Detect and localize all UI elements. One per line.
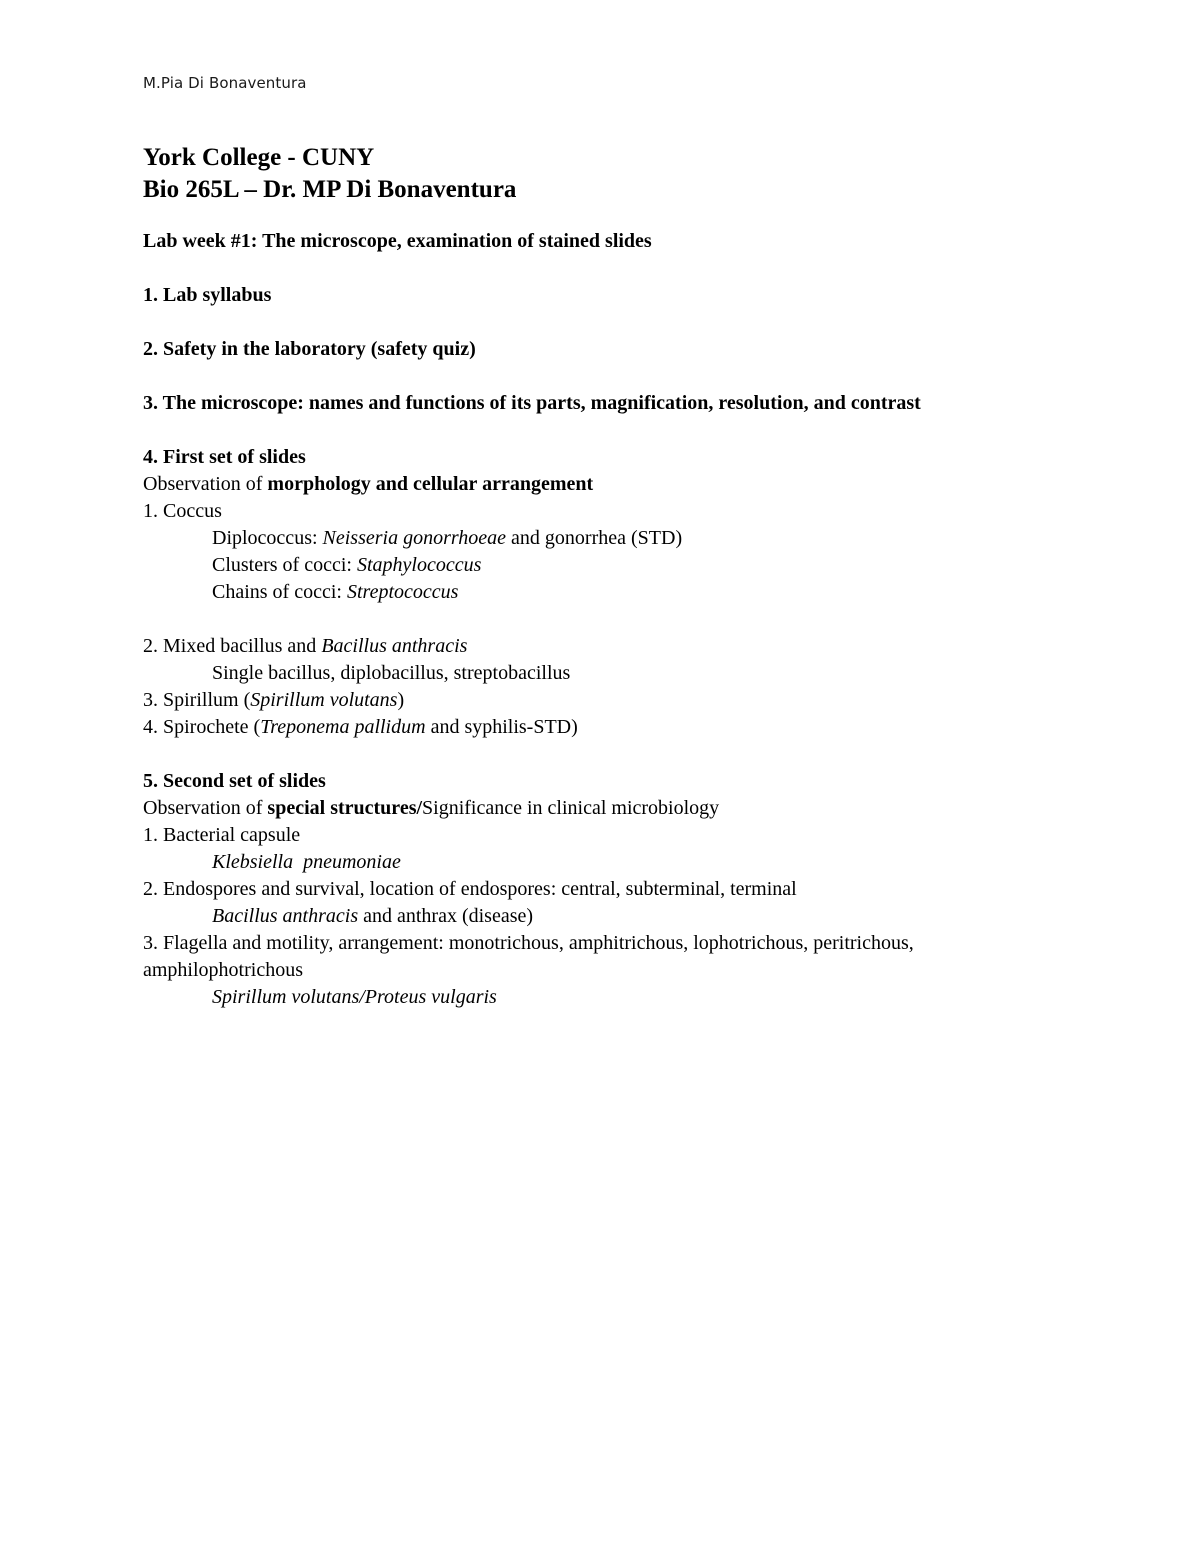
section5-endospores-species: Bacillus anthracis and anthrax (disease) bbox=[212, 905, 534, 927]
section4-heading: 4. First set of slides bbox=[143, 446, 306, 468]
item-microscope: 3. The microscope: names and functions of its parts, magnification, resolution, and contrast bbox=[143, 392, 921, 414]
section4-chains: Chains of cocci: Streptococcus bbox=[212, 581, 459, 603]
section4-single-bacillus: Single bacillus, diplobacillus, streptobacillus bbox=[212, 662, 571, 684]
section5-capsule: 1. Bacterial capsule bbox=[143, 824, 301, 846]
section5-capsule-species: Klebsiella pneumoniae bbox=[212, 851, 401, 873]
section4-intro: Observation of morphology and cellular arrangement bbox=[143, 473, 594, 495]
section4-coccus: 1. Coccus bbox=[143, 500, 222, 522]
document-body bbox=[143, 142, 1143, 1011]
title-institution: York College - CUNY bbox=[143, 144, 375, 171]
page-header-author: M.Pia Di Bonaventura bbox=[143, 74, 307, 92]
section4-diplococcus: Diplococcus: Neisseria gonorrhoeae and gonorrhea (STD) bbox=[212, 527, 683, 549]
section5-intro: Observation of special structures/Significance in clinical microbiology bbox=[143, 797, 720, 819]
title-course: Bio 265L – Dr. MP Di Bonaventura bbox=[143, 176, 517, 203]
section5-flagella-species: Spirillum volutans/Proteus vulgaris bbox=[212, 986, 497, 1008]
lab-week-heading: Lab week #1: The microscope, examination of stained slides bbox=[143, 230, 652, 252]
section5-heading: 5. Second set of slides bbox=[143, 770, 326, 792]
section5-flagella: 3. Flagella and motility, arrangement: monotrichous, amphitrichous, lophotrichous, peritrichous, amphilophotrichous bbox=[143, 932, 914, 981]
item-lab-syllabus: 1. Lab syllabus bbox=[143, 284, 272, 306]
section4-mixed-bacillus: 2. Mixed bacillus and Bacillus anthracis bbox=[143, 635, 468, 657]
section4-spirochete: 4. Spirochete (Treponema pallidum and syphilis-STD) bbox=[143, 716, 578, 738]
section4-spirillum: 3. Spirillum (Spirillum volutans) bbox=[143, 689, 405, 711]
item-safety: 2. Safety in the laboratory (safety quiz) bbox=[143, 338, 476, 360]
section4-clusters: Clusters of cocci: Staphylococcus bbox=[212, 554, 482, 576]
section5-endospores: 2. Endospores and survival, location of endospores: central, subterminal, terminal bbox=[143, 878, 797, 900]
